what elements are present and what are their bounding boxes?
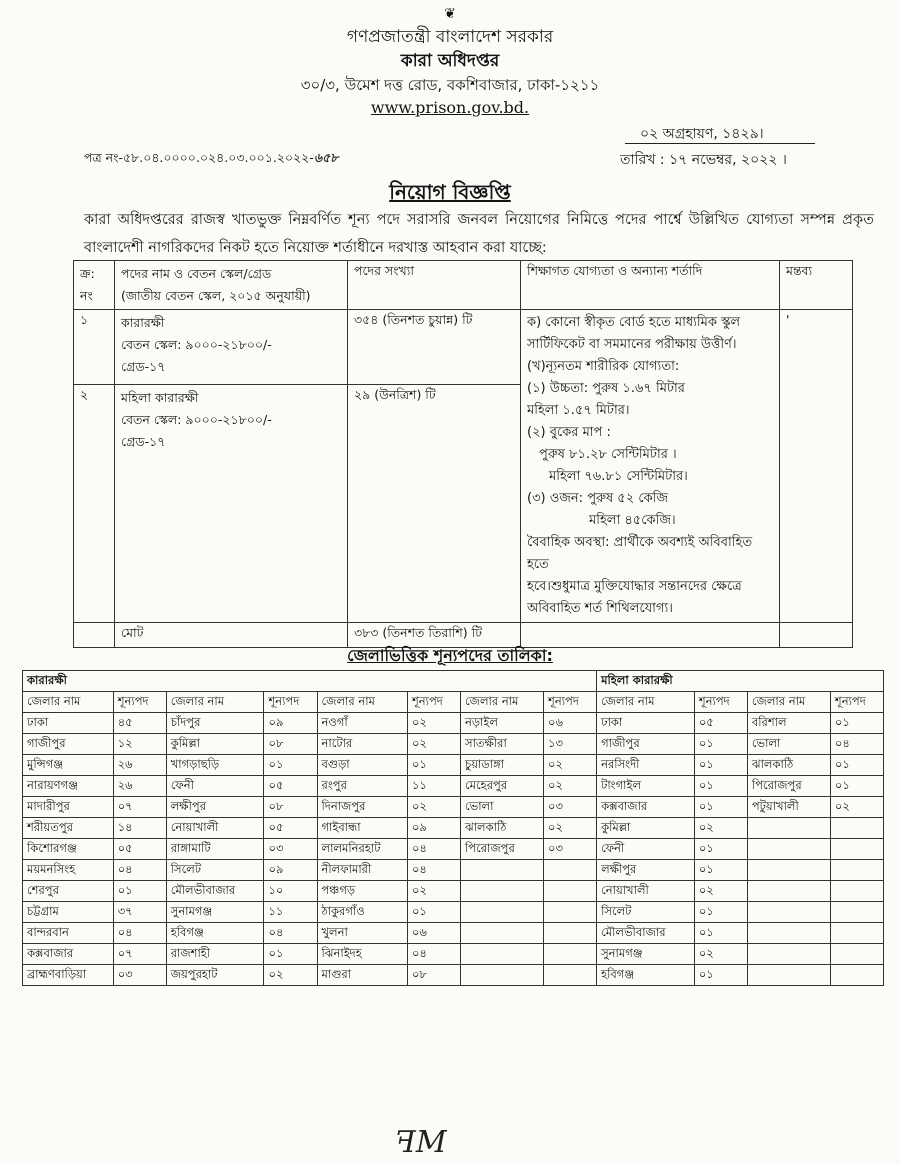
vacancy-cell — [830, 839, 883, 860]
vacancy-cell — [830, 860, 883, 881]
district-name-cell: সুনামগঞ্জ — [597, 944, 695, 965]
total-value: ৩৮৩ (তিনশত তিরাশি) টি — [348, 623, 521, 648]
header-qualification: শিক্ষাগত যোগ্যতা ও অন্যান্য শর্তাদি — [521, 261, 780, 310]
vacancy-cell: ০৪ — [113, 923, 166, 944]
vacancy-cell: ০৮ — [264, 797, 317, 818]
district-name-cell: কুমিল্লা — [597, 818, 695, 839]
table-row — [23, 755, 884, 776]
district-name-cell: ঝালকাঠি — [747, 755, 830, 776]
district-rows — [23, 713, 884, 986]
vacancy-cell: ০২ — [407, 713, 460, 734]
district-name-cell: চাঁদপুর — [166, 713, 264, 734]
column-vacancy: শূন্যপদ — [407, 692, 460, 713]
vacancy-cell: ০৩ — [113, 965, 166, 986]
district-name-cell — [747, 923, 830, 944]
vacancy-cell: ০১ — [694, 797, 747, 818]
vacancy-cell: ১০ — [264, 881, 317, 902]
header-count: পদের সংখ্যা — [348, 261, 521, 310]
table-row — [23, 839, 884, 860]
vacancy-cell: ০৩ — [544, 839, 597, 860]
vacancy-cell — [544, 902, 597, 923]
vacancy-cell: ০১ — [694, 776, 747, 797]
vacancy-cell: ০২ — [694, 881, 747, 902]
qualification-line: (২) বুকের মাপ : — [527, 425, 611, 440]
table-row — [23, 902, 884, 923]
post-name: কারারক্ষী — [121, 315, 165, 330]
vacancy-cell: ০১ — [694, 755, 747, 776]
vacancy-cell: ০১ — [830, 713, 883, 734]
post-name-cell — [115, 384, 348, 622]
vacancy-cell: ০১ — [264, 755, 317, 776]
vacancy-cell: ০১ — [407, 755, 460, 776]
district-name-cell: জয়পুরহাট — [166, 965, 264, 986]
district-name-cell: নোয়াখালী — [597, 881, 695, 902]
district-name-cell — [460, 902, 543, 923]
notice-intro: কারা অধিদপ্তরের রাজস্ব খাতভুক্ত নিম্নবর্ণিত শূন্য পদে সরাসরি জনবল নিয়োগের নিমিত্তে পদের পার্শ্বে উল্লিখিত যোগ্যতা সম্পন্ন প্রকৃত বাংলাদেশী নাগরিকদের নিকট হতে নিয়োক্ত শর্তাধীনে দরখাস্ত আহবান করা যাচ্ছে: — [84, 212, 874, 256]
district-name-cell: লক্ষীপুর — [597, 860, 695, 881]
district-name-cell: কুমিল্লা — [166, 734, 264, 755]
district-name-cell: নারায়ণগঞ্জ — [23, 776, 114, 797]
district-name-cell: রাজশাহী — [166, 944, 264, 965]
district-name-cell: ময়মনসিংহ — [23, 860, 114, 881]
vacancy-cell: ০৯ — [264, 860, 317, 881]
vacancy-cell: ০২ — [407, 797, 460, 818]
district-name-cell: কিশোরগঞ্জ — [23, 839, 114, 860]
column-vacancy: শূন্যপদ — [694, 692, 747, 713]
district-name-cell: টাংগাইল — [597, 776, 695, 797]
vacancy-cell: ০৮ — [264, 734, 317, 755]
district-name-cell: সিলেট — [597, 902, 695, 923]
qualification-line: পুরুষ ৮১.২৮ সেন্টিমিটার । — [539, 447, 677, 462]
post-scale: বেতন স্কেল: ৯০০০-২১৮০০/- — [121, 337, 272, 352]
district-name-cell: নড়াইল — [460, 713, 543, 734]
district-name-cell: সাতক্ষীরা — [460, 734, 543, 755]
posts-table — [73, 260, 853, 648]
district-name-cell: মেহেরপুর — [460, 776, 543, 797]
vacancy-cell — [544, 881, 597, 902]
vacancy-cell: ০৫ — [694, 713, 747, 734]
district-name-cell: নওগাঁ — [317, 713, 407, 734]
district-name-cell — [747, 965, 830, 986]
district-name-cell: লালমনিরহাট — [317, 839, 407, 860]
district-name-cell: মৌলভীবাজার — [166, 881, 264, 902]
district-name-cell: বান্দরবান — [23, 923, 114, 944]
government-name: গণপ্রজাতন্ত্রী বাংলাদেশ সরকার — [346, 27, 554, 47]
date-divider — [625, 143, 815, 144]
column-vacancy: শূন্যপদ — [830, 692, 883, 713]
vacancy-cell — [830, 923, 883, 944]
district-name-cell: রংপুর — [317, 776, 407, 797]
header-serial — [74, 261, 115, 310]
district-name-cell — [747, 902, 830, 923]
district-name-cell: দিনাজপুর — [317, 797, 407, 818]
district-name-cell: সুনামগঞ্জ — [166, 902, 264, 923]
issue-date — [620, 148, 787, 172]
qualification-line: অবিবাহিত শর্ত শিথিলযোগ্য। — [527, 601, 673, 616]
memo-handwritten-number: ৬৫৮ — [313, 150, 339, 165]
vacancy-cell: ০২ — [830, 797, 883, 818]
district-name-cell — [460, 923, 543, 944]
district-name-cell: বগুড়া — [317, 755, 407, 776]
post-count: ৩৫৪ (তিনশত চুয়ান্ন) টি — [348, 310, 521, 385]
district-name-cell: পিরোজপুর — [460, 839, 543, 860]
district-name-cell: ঢাকা — [23, 713, 114, 734]
district-name-cell: ঝিনাইদহ — [317, 944, 407, 965]
vacancy-cell: ১৩ — [544, 734, 597, 755]
district-name-cell: মুন্সিগঞ্জ — [23, 755, 114, 776]
district-name-cell: ভোলা — [460, 797, 543, 818]
district-name-cell: নাটোর — [317, 734, 407, 755]
district-name-cell — [460, 881, 543, 902]
district-name-cell — [460, 965, 543, 986]
memo-prefix: পত্র নং-৫৮.০৪.০০০০.০২৪.০৩.০০১.২০২২- — [84, 150, 314, 165]
district-name-cell: নোয়াখালী — [166, 818, 264, 839]
post-scale: বেতন স্কেল: ৯০০০-২১৮০০/- — [121, 411, 272, 427]
column-vacancy: শূন্যপদ — [544, 692, 597, 713]
district-name-cell: ঠাকুরগাঁও — [317, 902, 407, 923]
district-name-cell: সিলেট — [166, 860, 264, 881]
posts-header-row — [74, 261, 853, 310]
district-table-title: জেলাভিত্তিক শূন্যপদের তালিকা: — [347, 646, 553, 665]
column-vacancy: শূন্যপদ — [113, 692, 166, 713]
vacancy-cell: ০৪ — [830, 734, 883, 755]
district-name-cell: ভোলা — [747, 734, 830, 755]
notice-title: নিয়োগ বিজ্ঞপ্তি — [389, 180, 511, 204]
vacancy-cell: ০২ — [264, 965, 317, 986]
vacancy-cell: ১২ — [113, 734, 166, 755]
vacancy-cell: ০৩ — [264, 839, 317, 860]
header-serial-2: নং — [80, 288, 93, 303]
district-name-cell — [747, 881, 830, 902]
district-name-cell: পিরোজপুর — [747, 776, 830, 797]
header-remarks: মন্তব্য — [780, 261, 853, 310]
memo-number — [84, 150, 338, 170]
vacancy-cell: ২৬ — [113, 755, 166, 776]
district-name-cell: শরীয়তপুর — [23, 818, 114, 839]
department-address: ৩০/৩, উমেশ দত্ত রোড, বকশিবাজার, ঢাকা-১২১১ — [300, 76, 600, 94]
qualification-line: বৈবাহিক অবস্থা: প্রার্থীকে অবশ্যই অবিবাহিত হতে — [527, 535, 753, 572]
column-district-name: জেলার নাম — [317, 692, 407, 713]
district-name-cell: মাদারীপুর — [23, 797, 114, 818]
vacancy-cell: ০৪ — [407, 860, 460, 881]
vacancy-cell: ০২ — [694, 818, 747, 839]
group-row — [23, 671, 884, 692]
column-district-name: জেলার নাম — [23, 692, 114, 713]
table-row — [23, 713, 884, 734]
group-female: মহিলা কারারক্ষী — [597, 671, 884, 692]
vacancy-cell — [830, 965, 883, 986]
vacancy-cell — [830, 818, 883, 839]
district-name-cell: লক্ষীপুর — [166, 797, 264, 818]
table-row — [23, 944, 884, 965]
vacancy-cell: ০২ — [544, 755, 597, 776]
vacancy-cell: ০১ — [694, 965, 747, 986]
table-row — [23, 818, 884, 839]
district-name-cell: হবিগঞ্জ — [166, 923, 264, 944]
vacancy-cell: ০১ — [694, 923, 747, 944]
qualification-cell — [521, 310, 780, 623]
table-row — [23, 797, 884, 818]
post-grade: গ্রেড-১৭ — [121, 433, 166, 449]
district-name-cell — [747, 860, 830, 881]
vacancy-cell: ০১ — [830, 776, 883, 797]
qualification-line: (১) উচ্চতা: পুরুষ ১.৬৭ মিটার — [527, 381, 685, 396]
district-name-cell: ঝালকাঠি — [460, 818, 543, 839]
column-district-name: জেলার নাম — [597, 692, 695, 713]
column-district-name: জেলার নাম — [747, 692, 830, 713]
district-name-cell: পঞ্চগড় — [317, 881, 407, 902]
district-name-cell: খাগড়াছড়ি — [166, 755, 264, 776]
district-name-cell — [460, 944, 543, 965]
vacancy-cell — [830, 944, 883, 965]
vacancy-cell: ০৬ — [544, 713, 597, 734]
vacancy-cell: ০২ — [407, 734, 460, 755]
vacancy-cell: ০৭ — [113, 944, 166, 965]
department-name: কারা অধিদপ্তর — [400, 51, 500, 71]
vacancy-cell — [830, 881, 883, 902]
date-value: ১৭ নভেম্বর, ২০২২ । — [669, 152, 787, 168]
table-row — [23, 860, 884, 881]
vacancy-cell: ০২ — [694, 944, 747, 965]
qualification-line: সার্টিফিকেট বা সমমানের পরীক্ষায় উত্তীর্ণ। — [527, 337, 737, 352]
header-serial-1: ক্র: — [80, 266, 95, 281]
district-name-cell: ব্রাহ্মণবাড়িয়া — [23, 965, 114, 986]
qualification-line: ক) কোনো স্বীকৃত বোর্ড হতে মাধ্যমিক স্কুল — [527, 315, 741, 330]
vacancy-cell: ১১ — [264, 902, 317, 923]
vacancy-cell: ০৪ — [113, 860, 166, 881]
vacancy-cell: ০৪ — [264, 923, 317, 944]
vacancy-cell — [544, 860, 597, 881]
district-vacancy-table — [22, 670, 884, 986]
vacancy-cell: ০১ — [407, 902, 460, 923]
district-name-cell — [747, 839, 830, 860]
qualification-line: মহিলা ৭৬.৮১ সেন্টিমিটার। — [549, 469, 688, 484]
table-row — [23, 734, 884, 755]
post-serial: ২ — [74, 384, 115, 622]
signature-mark: ꟻM — [395, 1125, 447, 1160]
vacancy-cell: ০১ — [113, 881, 166, 902]
post-row — [74, 310, 853, 385]
district-name-cell — [747, 944, 830, 965]
qualification-line: (৩) ওজন: পুরুষ ৫২ কেজি — [527, 491, 669, 506]
group-male: কারারক্ষী — [23, 671, 597, 692]
post-name: মহিলা কারারক্ষী — [121, 389, 199, 405]
district-name-cell: হবিগঞ্জ — [597, 965, 695, 986]
district-name-cell: শেরপুর — [23, 881, 114, 902]
total-label: মোট — [115, 623, 348, 648]
district-name-cell: নীলফামারী — [317, 860, 407, 881]
district-name-cell: কক্সবাজার — [597, 797, 695, 818]
vacancy-cell: ১১ — [407, 776, 460, 797]
website-link[interactable]: www.prison.gov.bd. — [370, 98, 530, 117]
column-district-name: জেলার নাম — [460, 692, 543, 713]
vacancy-cell: ৩৭ — [113, 902, 166, 923]
district-name-cell: গাজীপুর — [23, 734, 114, 755]
post-count: ২৯ (উনত্রিশ) টি — [348, 384, 521, 622]
district-name-cell: ফেনী — [597, 839, 695, 860]
header-post — [115, 261, 348, 310]
district-name-cell: মৌলভীবাজার — [597, 923, 695, 944]
district-name-cell: গাইবান্ধা — [317, 818, 407, 839]
vacancy-cell: ০৪ — [407, 944, 460, 965]
vacancy-cell: ০১ — [694, 902, 747, 923]
column-header-row — [23, 692, 884, 713]
district-name-cell: ঢাকা — [597, 713, 695, 734]
vacancy-cell: ০২ — [544, 818, 597, 839]
district-name-cell: পটুয়াখালী — [747, 797, 830, 818]
vacancy-cell — [544, 923, 597, 944]
vacancy-cell: ০৬ — [407, 923, 460, 944]
vacancy-cell: ১৪ — [113, 818, 166, 839]
district-name-cell: বরিশাল — [747, 713, 830, 734]
qualification-line: (খ)ন্যূনতম শারীরিক যোগ্যতা: — [527, 359, 680, 374]
table-row — [23, 776, 884, 797]
column-district-name: জেলার নাম — [166, 692, 264, 713]
column-vacancy: শূন্যপদ — [264, 692, 317, 713]
table-row — [23, 923, 884, 944]
table-row — [23, 881, 884, 902]
district-name-cell: নরসিংদী — [597, 755, 695, 776]
post-grade: গ্রেড-১৭ — [121, 359, 166, 374]
vacancy-cell: ০১ — [830, 755, 883, 776]
vacancy-cell: ০৮ — [407, 965, 460, 986]
vacancy-cell: ২৬ — [113, 776, 166, 797]
district-name-cell — [747, 818, 830, 839]
vacancy-cell: ০৫ — [264, 776, 317, 797]
district-name-cell: রাঙ্গামাটি — [166, 839, 264, 860]
vacancy-cell: ০৪ — [407, 839, 460, 860]
qualification-line: হবে।শুধুমাত্র মুক্তিযোদ্ধার সন্তানদের ক্ষেত্রে — [527, 579, 742, 594]
table-row — [23, 965, 884, 986]
vacancy-cell: ০৫ — [264, 818, 317, 839]
vacancy-cell: ০৫ — [113, 839, 166, 860]
district-name-cell: ফেনী — [166, 776, 264, 797]
government-emblem: ❦ — [444, 6, 456, 22]
vacancy-cell: ০২ — [544, 776, 597, 797]
bangla-date: ০২ অগ্রহায়ণ, ১৪২৯। — [640, 126, 764, 142]
post-serial: ১ — [74, 310, 115, 385]
vacancy-cell: ০৯ — [264, 713, 317, 734]
vacancy-cell: ০৭ — [113, 797, 166, 818]
district-name-cell: গাজীপুর — [597, 734, 695, 755]
vacancy-cell: ০১ — [694, 734, 747, 755]
district-name-cell: মাগুরা — [317, 965, 407, 986]
vacancy-cell — [544, 944, 597, 965]
header-post-2: (জাতীয় বেতন স্কেল, ২০১৫ অনুযায়ী) — [121, 288, 311, 303]
district-name-cell: কক্সবাজার — [23, 944, 114, 965]
remarks-cell: ' — [780, 310, 853, 623]
district-name-cell — [460, 860, 543, 881]
vacancy-cell — [544, 965, 597, 986]
qualification-line: মহিলা ১.৫৭ মিটার। — [527, 403, 630, 418]
header-post-1: পদের নাম ও বেতন স্কেল/গ্রেড — [121, 266, 272, 281]
vacancy-cell: ০১ — [264, 944, 317, 965]
vacancy-cell: ০২ — [407, 881, 460, 902]
vacancy-cell: ০৩ — [544, 797, 597, 818]
post-name-cell — [115, 310, 348, 385]
district-name-cell: চট্টগ্রাম — [23, 902, 114, 923]
qualification-line: মহিলা ৪৫কেজি। — [589, 513, 676, 528]
vacancy-cell: ০১ — [694, 860, 747, 881]
district-name-cell: চুয়াডাঙ্গা — [460, 755, 543, 776]
date-label: তারিখ : — [620, 152, 665, 168]
district-name-cell: খুলনা — [317, 923, 407, 944]
vacancy-cell: ০১ — [694, 839, 747, 860]
vacancy-cell: ৪৫ — [113, 713, 166, 734]
vacancy-cell — [830, 902, 883, 923]
vacancy-cell: ০৯ — [407, 818, 460, 839]
